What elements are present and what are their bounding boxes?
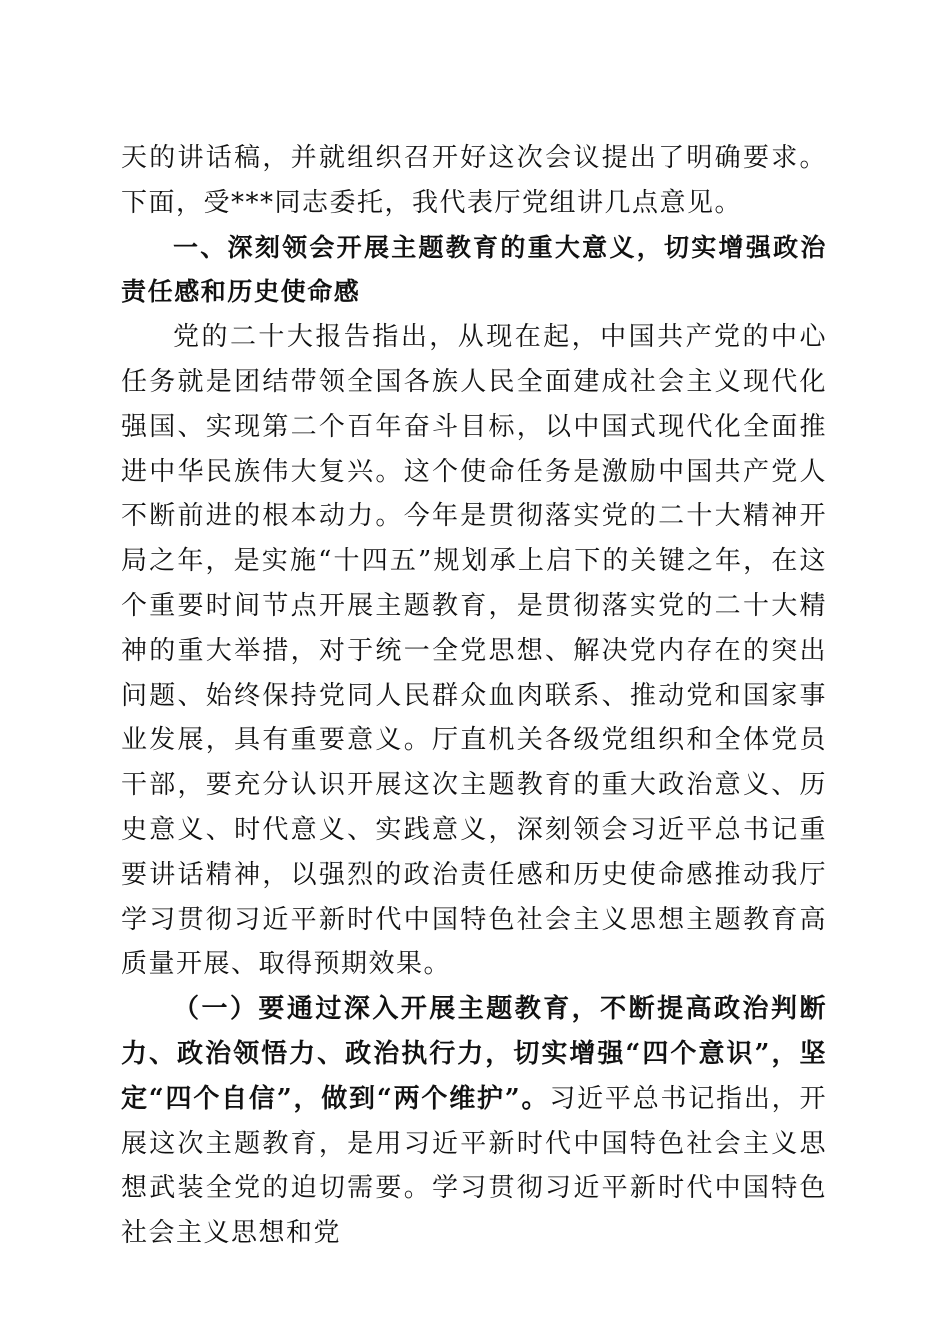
- section-heading: 一、深刻领会开展主题教育的重大意义，切实增强政治责任感和历史使命感: [121, 232, 827, 307]
- continuation-paragraph: 天的讲话稿，并就组织召开好这次会议提出了明确要求。下面，受***同志委托，我代表厅党组讲几点意见。: [121, 143, 827, 218]
- body-paragraph: 党的二十大报告指出，从现在起，中国共产党的中心任务就是团结带领全国各族人民全面建成社会主义现代化强国、实现第二个百年奋斗目标，以中国式现代化全面推进中华民族伟大复兴。这个使命任务是激励中国共产党人不断前进的根本动力。今年是贯彻落实党的二十大精神开局之年，是实施“十四五”规划承上启下的关键之年，在这个重要时间节点开展主题教育，是贯彻落实党的二十大精神的重大举措，对于统一全党思想、解决党内存在的突出问题、始终保持党同人民群众血肉联系、推动党和国家事业发展，具有重要意义。厅直机关各级党组织和全体党员干部，要充分认识开展这次主题教育的重大政治意义、历史意义、时代意义、实践意义，深刻领会习近平总书记重要讲话精神，以强烈的政治责任感和历史使命感推动我厅学习贯彻习近平新时代中国特色社会主义思想主题教育高质量开展、取得预期效果。: [121, 322, 827, 980]
- subsection-lead: （一）要通过深入开展主题教育，不断提高政治判断力、政治领悟力、政治执行力，切实增强“四个意识”，坚定“四个自信”，做到“两个维护”。: [121, 994, 827, 1114]
- subsection-body: 习近平总书记指出，开展这次主题教育，是用习近平新时代中国特色社会主义思想武装全党的迫切需要。学习贯彻习近平新时代中国特色社会主义思想和党: [121, 1083, 827, 1249]
- subsection-paragraph: [121, 987, 827, 1256]
- document-body: [121, 136, 827, 1256]
